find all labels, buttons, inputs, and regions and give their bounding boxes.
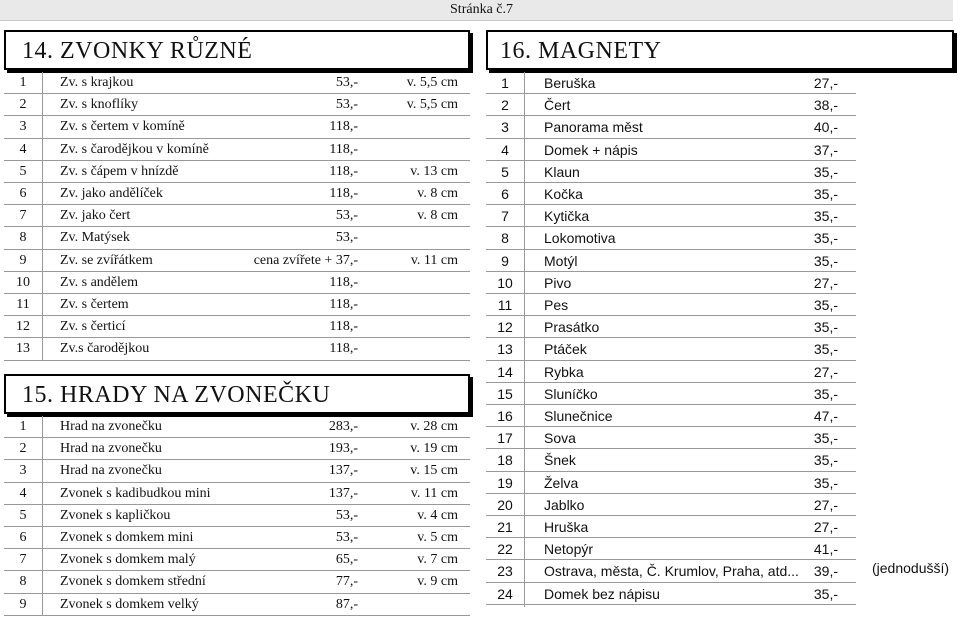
table-row — [486, 72, 856, 94]
item-name: Ostrava, města, Č. Krumlov, Praha, atd... — [544, 563, 799, 580]
row-number: 7 — [19, 552, 27, 568]
table-row — [4, 527, 470, 549]
table-row — [486, 250, 856, 272]
section-14-title-box — [4, 30, 470, 70]
row-divider — [4, 615, 470, 616]
row-number: 21 — [497, 519, 513, 535]
table-row — [486, 139, 856, 161]
item-name: Zv. Matýsek — [60, 230, 130, 246]
row-number: 13 — [16, 341, 30, 357]
item-name: Hrad na zvonečku — [60, 419, 162, 434]
table-row — [4, 139, 470, 161]
item-price: 118,- — [329, 297, 358, 312]
item-price: 35,- — [813, 319, 838, 336]
item-name: Domek + nápis — [544, 141, 638, 158]
item-name: Netopýr — [544, 541, 594, 558]
item-name: Klaun — [544, 163, 580, 180]
table-row — [4, 272, 470, 294]
item-name: Zvonek s kadibudkou mini — [60, 485, 211, 501]
table-row — [4, 594, 470, 616]
row-divider — [486, 604, 856, 605]
item-price: 37,- — [813, 141, 838, 158]
item-size: v. 13 cm — [410, 163, 458, 179]
item-name: Zv. jako andělíček — [60, 186, 163, 201]
item-name: Zv. s čertem — [60, 297, 129, 312]
section-14-table — [4, 72, 470, 360]
row-number: 24 — [497, 585, 513, 602]
row-number: 11 — [16, 297, 30, 312]
row-number: 6 — [19, 530, 27, 545]
item-name: Panorama měst — [544, 119, 643, 136]
item-price: 35,- — [813, 341, 838, 358]
row-number: 8 — [19, 230, 27, 246]
item-price: 53,- — [335, 507, 358, 523]
item-price: 53,- — [335, 208, 358, 224]
item-size: v. 5,5 cm — [406, 75, 458, 90]
section-14-title: 14. ZVONKY RŮZNÉ — [22, 38, 253, 64]
item-size: v. 15 cm — [410, 463, 458, 479]
table-row — [4, 116, 470, 138]
item-name: Pivo — [544, 274, 572, 291]
item-size: v. 9 cm — [417, 574, 458, 590]
item-price: 77,- — [335, 574, 358, 590]
item-price: 41,- — [813, 541, 838, 558]
item-size: v. 7 cm — [417, 552, 458, 568]
item-price: 47,- — [813, 408, 838, 424]
item-price: 137,- — [328, 463, 358, 479]
row-divider — [4, 360, 470, 361]
table-row — [486, 427, 856, 449]
table-row — [4, 72, 470, 94]
item-price: 35,- — [813, 385, 838, 402]
row-number: 5 — [19, 507, 27, 523]
row-number: 3 — [19, 463, 27, 479]
row-number: 9 — [19, 252, 27, 268]
item-name: Hrad na zvonečku — [60, 441, 162, 457]
row-number: 9 — [501, 252, 509, 269]
item-price: 118,- — [329, 186, 358, 201]
item-price: 27,- — [813, 363, 838, 380]
item-name: Zvonek s kapličkou — [60, 507, 171, 523]
item-name: Zv. s čarodějkou v komíně — [60, 141, 209, 157]
row-number: 5 — [19, 163, 27, 179]
table-row — [486, 294, 856, 316]
item-name: Prasátko — [544, 319, 600, 336]
table-row — [4, 460, 470, 482]
item-price: 193,- — [328, 441, 358, 457]
table-row — [486, 383, 856, 405]
item-price: cena zvířete + 37,- — [253, 252, 358, 268]
table-row — [4, 316, 470, 338]
item-price: 53,- — [335, 230, 358, 246]
row-number: 8 — [501, 230, 509, 247]
row-number: 13 — [497, 341, 513, 358]
table-row — [486, 516, 856, 538]
item-name: Hrad na zvonečku — [60, 463, 162, 479]
table-row — [486, 361, 856, 383]
table-row — [486, 94, 856, 116]
item-price: 35,- — [813, 430, 838, 447]
item-name: Zv. jako čert — [60, 208, 131, 224]
row-number: 2 — [19, 97, 27, 113]
row-number: 15 — [497, 385, 513, 402]
item-price: 283,- — [328, 419, 358, 434]
row-number: 6 — [501, 186, 509, 202]
table-row — [486, 338, 856, 360]
item-name: Zv.s čarodějkou — [60, 341, 150, 357]
row-number: 20 — [497, 496, 513, 513]
table-row — [4, 438, 470, 460]
item-name: Lokomotiva — [544, 230, 616, 247]
item-name: Ptáček — [544, 341, 587, 358]
item-price: 53,- — [335, 530, 358, 545]
row-number: 2 — [501, 97, 509, 114]
table-row — [4, 161, 470, 183]
item-size: v. 4 cm — [417, 507, 458, 523]
item-price: 27,- — [813, 75, 838, 91]
item-price: 35,- — [813, 585, 838, 602]
table-row — [4, 571, 470, 593]
row-number: 22 — [497, 541, 513, 558]
item-price: 40,- — [813, 119, 838, 136]
table-row — [4, 549, 470, 571]
item-size: v. 19 cm — [410, 441, 458, 457]
table-row — [486, 494, 856, 516]
table-row — [486, 205, 856, 227]
item-name: Rybka — [544, 363, 584, 380]
item-name: Zvonek s domkem střední — [60, 574, 206, 590]
item-price: 118,- — [329, 119, 358, 135]
page-label: Stránka č.7 — [450, 2, 513, 17]
table-row — [486, 583, 856, 605]
item-price: 53,- — [335, 97, 358, 113]
table-row — [486, 116, 856, 138]
table-row — [486, 449, 856, 471]
row-number: 1 — [501, 75, 509, 91]
row-number: 23 — [497, 563, 513, 580]
item-price: 35,- — [813, 208, 838, 225]
item-price: 53,- — [335, 75, 358, 90]
item-price: 118,- — [329, 163, 358, 179]
item-price: 65,- — [335, 552, 358, 568]
table-row — [486, 472, 856, 494]
table-row — [4, 483, 470, 505]
item-name: Želva — [544, 474, 579, 491]
item-size: v. 5 cm — [417, 530, 458, 545]
row-number: 5 — [501, 163, 509, 180]
item-size: v. 8 cm — [417, 186, 458, 201]
item-name: Sova — [544, 430, 576, 447]
item-name: Zvonek s domkem malý — [60, 552, 196, 568]
row-number: 18 — [497, 452, 513, 469]
item-name: Sluníčko — [544, 385, 598, 402]
item-name: Zv. s knoflíky — [60, 97, 139, 113]
item-size: v. 8 cm — [417, 208, 458, 224]
item-name: Hruška — [544, 519, 589, 535]
table-row — [4, 505, 470, 527]
item-name: Jablko — [544, 496, 585, 513]
row-number: 2 — [19, 441, 27, 457]
row-number: 19 — [497, 474, 513, 491]
table-row — [486, 560, 856, 582]
table-row — [486, 405, 856, 427]
item-price: 118,- — [329, 274, 358, 290]
row-number: 9 — [19, 596, 27, 612]
item-name: Zv. se zvířátkem — [60, 252, 153, 268]
row-number: 1 — [19, 75, 27, 90]
row-number: 12 — [497, 319, 513, 336]
table-row — [486, 183, 856, 205]
item-name: Pes — [544, 297, 569, 313]
item-name: Zv. s čertem v komíně — [60, 119, 185, 135]
section-15-title-box — [4, 374, 470, 414]
row-number: 14 — [497, 363, 513, 380]
item-price: 118,- — [329, 319, 358, 335]
table-row — [4, 205, 470, 227]
row-number: 11 — [497, 297, 513, 313]
item-price: 35,- — [813, 230, 838, 247]
item-name: Zvonek s domkem velký — [60, 596, 199, 612]
row-number: 4 — [501, 141, 509, 158]
section-16-table — [486, 72, 856, 607]
row-number: 1 — [19, 419, 27, 434]
row-number: 10 — [497, 274, 513, 291]
row-number: 6 — [19, 186, 27, 201]
row-number: 7 — [501, 208, 509, 225]
item-price: 27,- — [813, 496, 838, 513]
row-number: 16 — [497, 408, 513, 424]
item-name: Zv. s čerticí — [60, 319, 126, 335]
item-price: 39,- — [813, 563, 838, 580]
table-row — [486, 161, 856, 183]
row-number: 10 — [16, 274, 30, 290]
item-price: 27,- — [813, 519, 838, 535]
item-price: 35,- — [813, 297, 838, 313]
item-price: 118,- — [329, 141, 358, 157]
item-price: 35,- — [813, 252, 838, 269]
item-size: v. 5,5 cm — [406, 97, 458, 113]
table-row — [486, 538, 856, 560]
item-price: 35,- — [813, 452, 838, 469]
table-row — [486, 316, 856, 338]
table-row — [4, 416, 470, 438]
row-number: 3 — [501, 119, 509, 136]
table-row — [4, 338, 470, 360]
item-price: 38,- — [813, 97, 838, 114]
table-row — [486, 272, 856, 294]
item-price: 35,- — [813, 163, 838, 180]
table-row — [4, 94, 470, 116]
item-name: Čert — [544, 97, 571, 114]
item-price: 87,- — [335, 596, 358, 612]
row-number: 7 — [19, 208, 27, 224]
table-row — [486, 227, 856, 249]
table-row — [4, 227, 470, 249]
row-number: 3 — [19, 119, 27, 135]
item-name: Kočka — [544, 186, 583, 202]
item-size: v. 11 cm — [410, 485, 458, 501]
section-16-title-box — [486, 30, 954, 70]
row-number: 8 — [19, 574, 27, 590]
item-name: Domek bez nápisu — [544, 585, 660, 602]
page-header-bar — [0, 0, 953, 21]
item-name: Zvonek s domkem mini — [60, 530, 194, 545]
table-row — [4, 250, 470, 272]
item-price: 35,- — [813, 186, 838, 202]
row-number: 12 — [16, 319, 30, 335]
item-size: v. 11 cm — [410, 252, 458, 268]
item-name: Kytička — [544, 208, 590, 225]
section-15-title: 15. HRADY NA ZVONEČKU — [22, 382, 331, 408]
item-price: 35,- — [813, 474, 838, 491]
item-name: Beruška — [544, 75, 596, 91]
item-name: Zv. s čápem v hnízdě — [60, 163, 179, 179]
row-number: 17 — [497, 430, 513, 447]
table-row — [4, 183, 470, 205]
item-price: 27,- — [813, 274, 838, 291]
item-size: v. 28 cm — [410, 419, 458, 434]
item-name: Zv. s krajkou — [60, 75, 134, 90]
magnety-note: (jednodušší) — [872, 560, 950, 576]
item-name: Šnek — [544, 452, 576, 469]
item-price: 137,- — [328, 485, 358, 501]
item-price: 118,- — [329, 341, 358, 357]
row-number: 4 — [19, 141, 27, 157]
item-name: Zv. s andělem — [60, 274, 139, 290]
item-name: Motýl — [544, 252, 578, 269]
section-16-title: 16. MAGNETY — [500, 38, 662, 64]
item-name: Slunečnice — [544, 408, 613, 424]
section-15-table — [4, 416, 470, 616]
table-row — [4, 294, 470, 316]
row-number: 4 — [19, 485, 27, 501]
